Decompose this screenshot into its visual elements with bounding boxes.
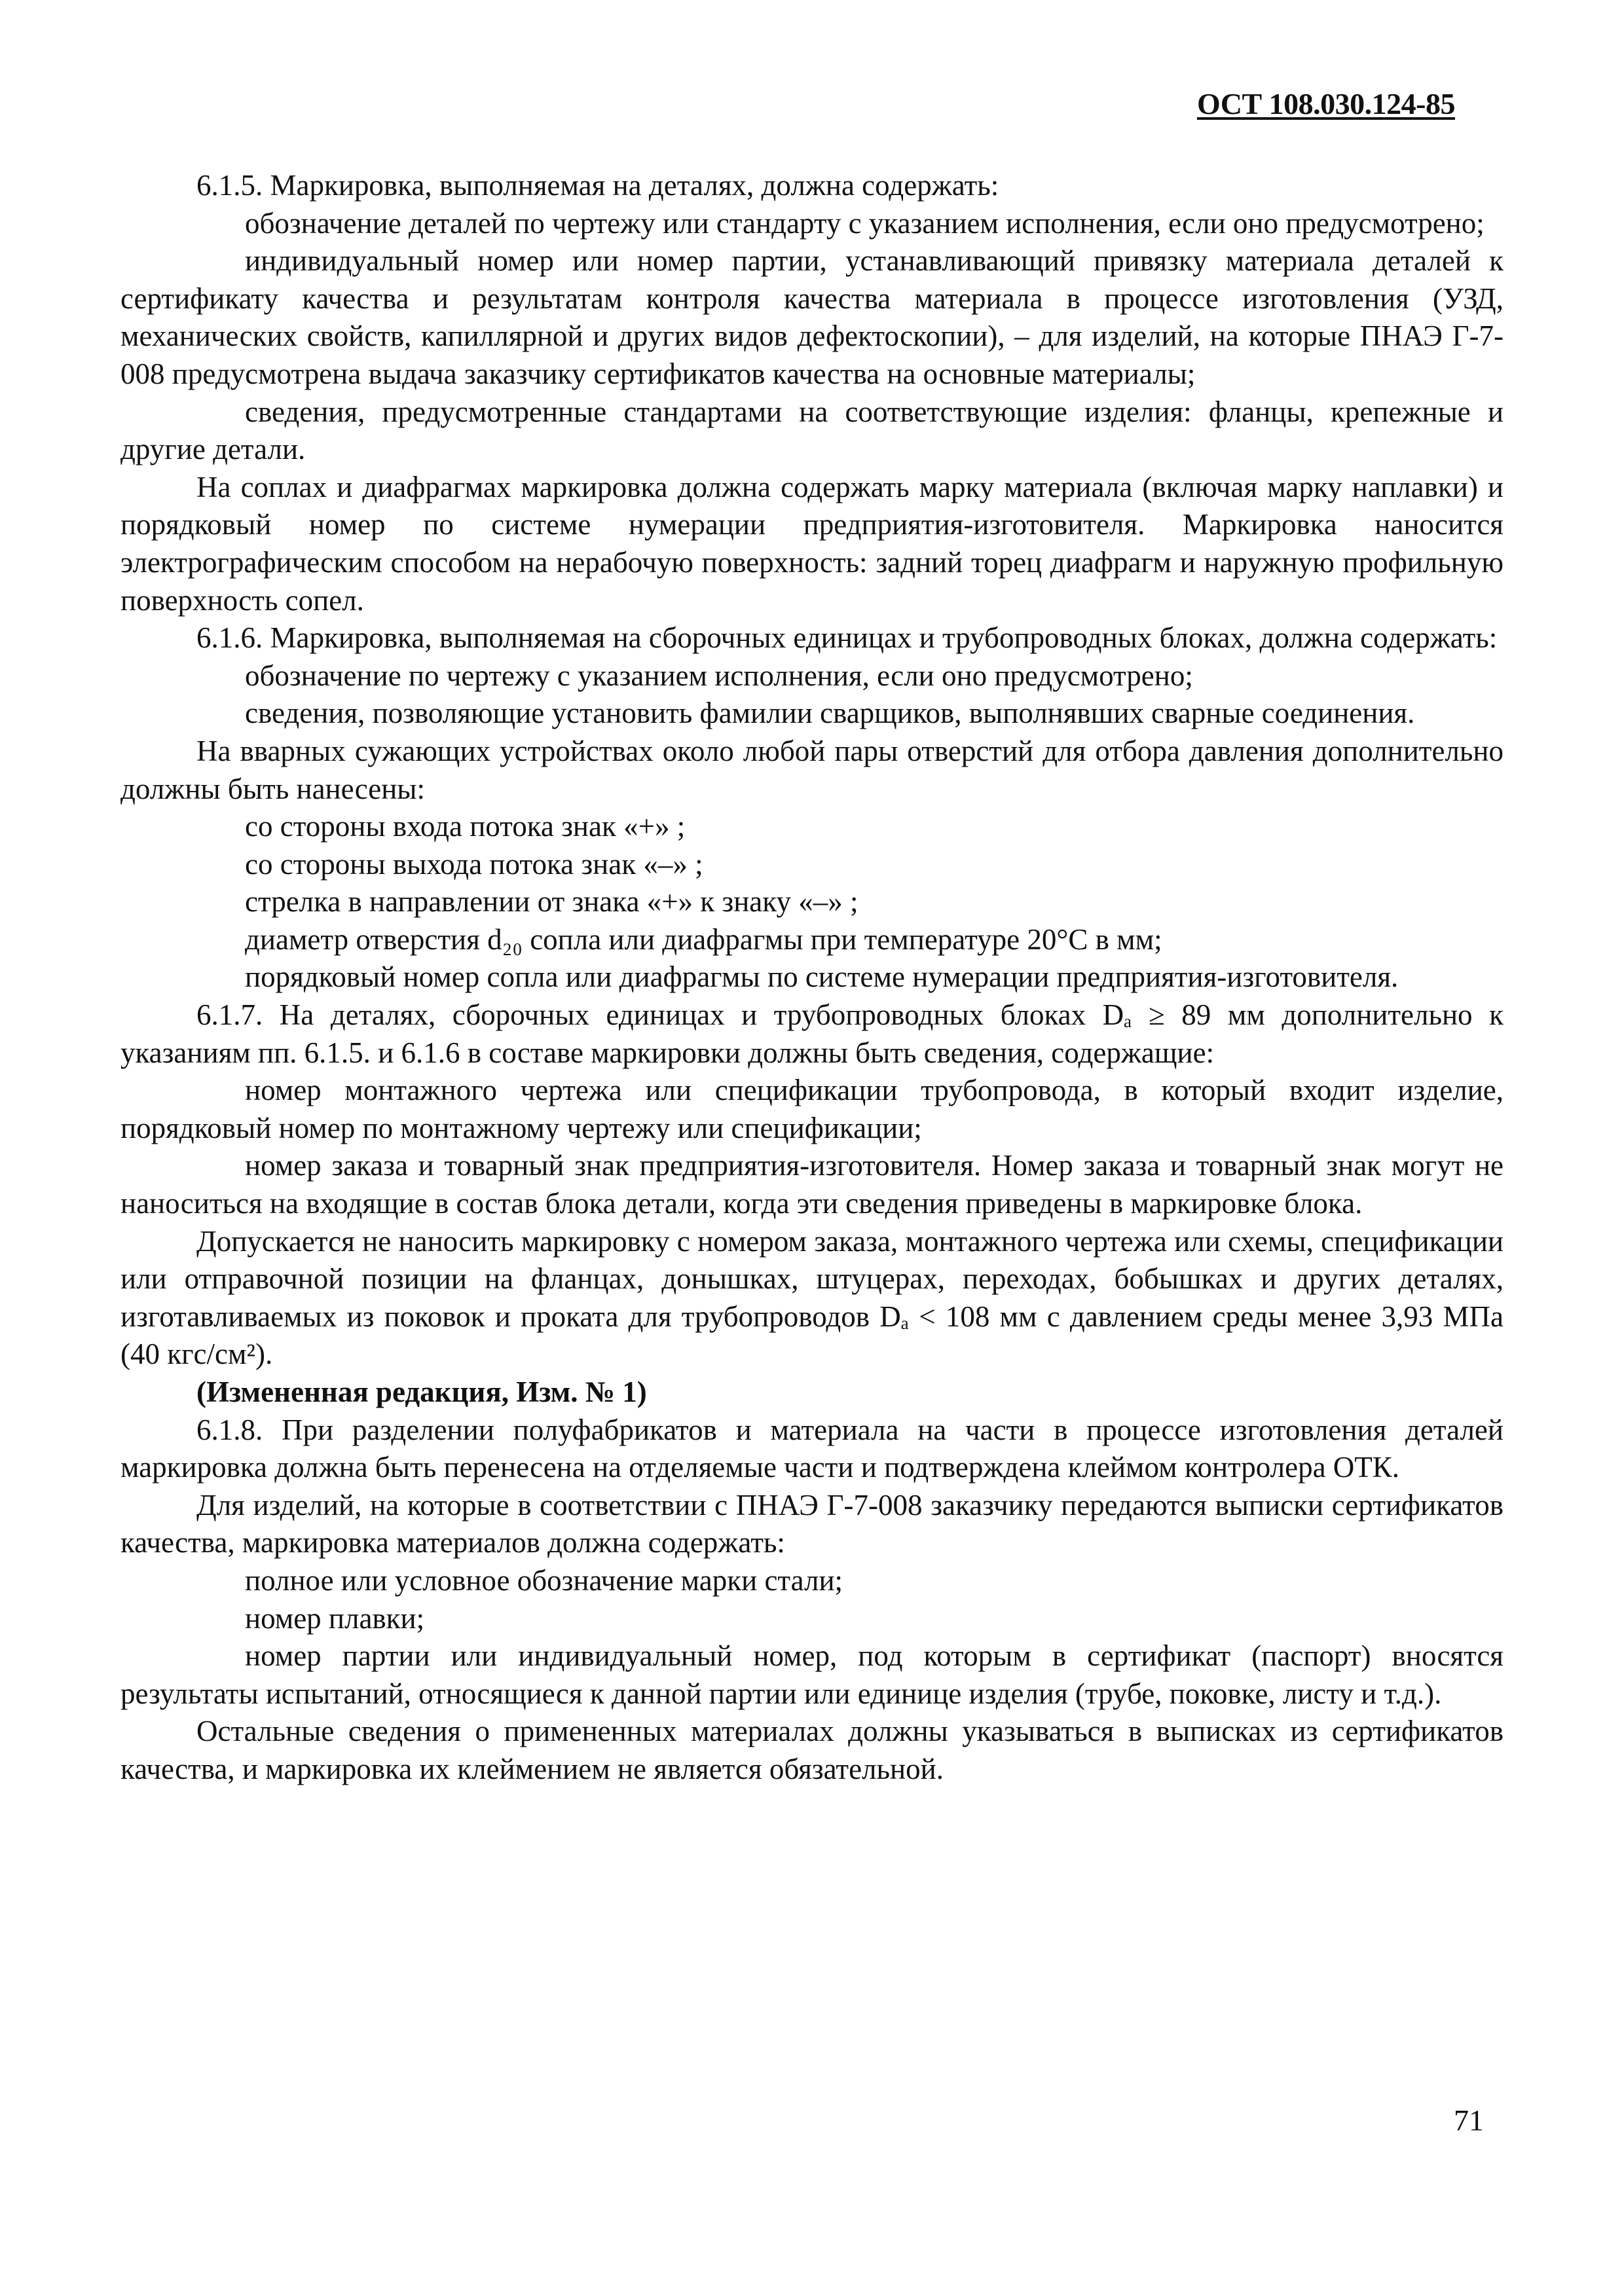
- amendment-note: (Измененная редакция, Изм. № 1): [196, 1376, 647, 1408]
- paragraph-6-1-5: 6.1.5. Маркировка, выполняемая на деталях, должна содержать:: [196, 169, 999, 202]
- list-item-heat-number: номер плавки;: [245, 1601, 425, 1635]
- list-item-standard-info: сведения, предусмотренные стандартами на соответствующие изделия: фланцы, крепежные и другие детали.: [120, 395, 1504, 466]
- list-item-designation: обозначение деталей по чертежу или стандарту с указанием исполнения, если оно предусмотрено;: [245, 206, 1485, 240]
- list-item-inlet-sign: со стороны входа потока знак «+» ;: [245, 810, 686, 843]
- list-item-assembly-drawing: номер монтажного чертежа или спецификации трубопровода, в который входит изделие, порядковый номер по монтажному чертежу или спецификации;: [120, 1074, 1504, 1144]
- list-item-diameter: диаметр отверстия d₂₀ сопла или диафрагмы при температуре 20°С в мм;: [245, 922, 1162, 956]
- paragraph-remaining-info: Остальные сведения о примененных материалах должны указываться в выписках из сертификатов качества, и маркировка их клеймением не является обязательной.: [120, 1715, 1504, 1785]
- document-code: ОСТ 108.030.124-85: [1196, 87, 1455, 120]
- paragraph-welded-devices: На вварных сужающих устройствах около любой пары отверстий для отбора давления дополнительно должны быть нанесены:: [120, 734, 1504, 805]
- paragraph-6-1-6: 6.1.6. Маркировка, выполняемая на сборочных единицах и трубопроводных блоках, должна содержать:: [196, 621, 1498, 655]
- paragraph-nozzles-diaphragms: На соплах и диафрагмах маркировка должна содержать марку материала (включая марку наплавки) и порядковый номер по системе нумерации предприятия-изготовителя. Маркировка наносится электрографическим способом на нерабочую поверхность: задний торец диафрагм и наружную профильную поверхность сопел.: [120, 470, 1504, 617]
- document-body: [120, 167, 1504, 1789]
- list-item-batch-number: номер партии или индивидуальный номер, под которым в сертификат (паспорт) вносятся результаты испытаний, относящиеся к данной партии или единице изделия (трубе, поковке, листу и т.д.).: [120, 1639, 1504, 1710]
- list-item-welders: сведения, позволяющие установить фамилии сварщиков, выполнявших сварные соединения.: [245, 697, 1415, 730]
- list-item-individual-number: индивидуальный номер или номер партии, устанавливающий привязку материала деталей к сертификату качества и результатам контроля качества материала в процессе изготовления (УЗД, механических свойств, капиллярной и других видов дефектоскопии), – для изделий, на которые ПНАЭ Г-7-008 предусмотрена выдача заказчику сертификатов качества на основные материалы;: [120, 244, 1504, 390]
- list-item-outlet-sign: со стороны выхода потока знак «–» ;: [245, 847, 703, 881]
- list-item-drawing-designation: обозначение по чертежу с указанием исполнения, если оно предусмотрено;: [245, 659, 1193, 692]
- paragraph-6-1-8: 6.1.8. При разделении полуфабрикатов и материала на части в процессе изготовления деталей маркировка должна быть перенесена на отделяемые части и подтверждена клеймом контролера ОТК.: [120, 1413, 1504, 1484]
- paragraph-6-1-7: 6.1.7. На деталях, сборочных единицах и трубопроводных блоках Dₐ ≥ 89 мм дополнительно к указаниям пп. 6.1.5. и 6.1.6 в составе маркировки должны быть сведения, содержащие:: [120, 998, 1504, 1069]
- list-item-steel-grade: полное или условное обозначение марки стали;: [245, 1563, 843, 1597]
- list-item-serial-number: порядковый номер сопла или диафрагмы по системе нумерации предприятия-изготовителя.: [245, 960, 1399, 994]
- page-number: 71: [1454, 2104, 1484, 2137]
- paragraph-certificates: Для изделий, на которые в соответствии с ПНАЭ Г-7-008 заказчику передаются выписки сертификатов качества, маркировка материалов должна содержать:: [120, 1488, 1504, 1559]
- list-item-arrow: стрелка в направлении от знака «+» к знаку «–» ;: [245, 885, 858, 919]
- paragraph-allowed-omission: Допускается не наносить маркировку с номером заказа, монтажного чертежа или схемы, спецификации или отправочной позиции на фланцах, донышках, штуцерах, переходах, бобышках и других деталях, изготавливаемых из поковок и проката для трубопроводов Dₐ < 108 мм с давлением среды менее 3,93 МПа (40 кгс/см²).: [120, 1224, 1504, 1371]
- list-item-order-number: номер заказа и товарный знак предприятия-изготовителя. Номер заказа и товарный знак могут не наноситься на входящие в состав блока детали, когда эти сведения приведены в маркировке блока.: [120, 1149, 1504, 1220]
